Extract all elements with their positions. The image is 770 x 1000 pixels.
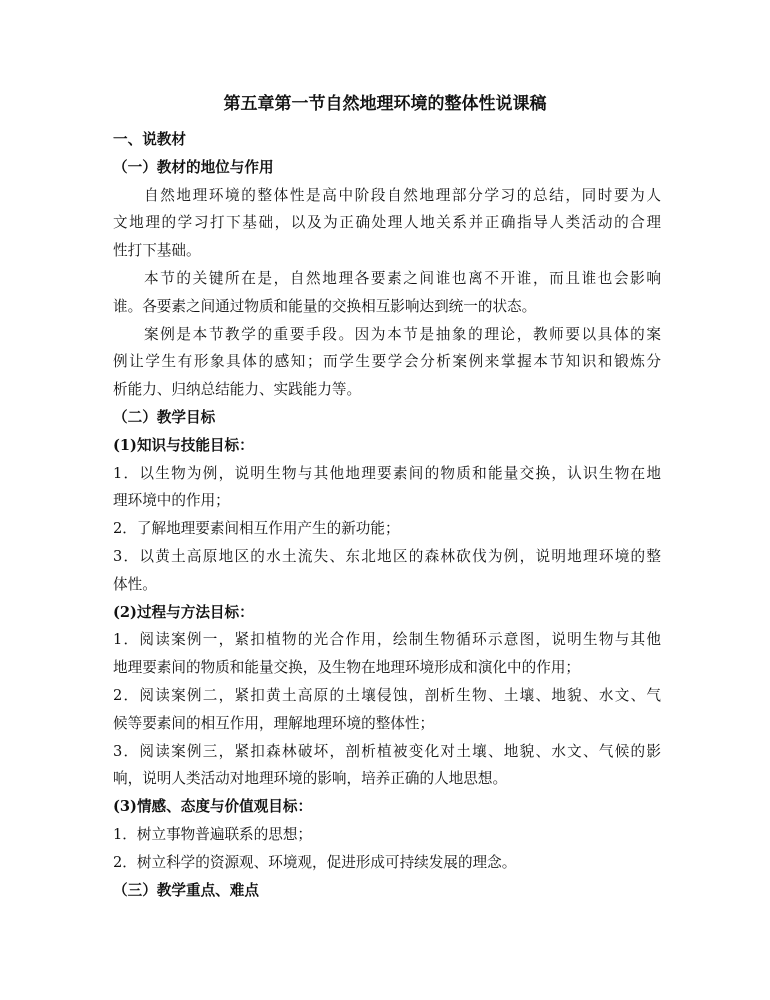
list-item-line: 体性。 [113,575,157,593]
list-item-line: 理环境中的作用； [113,492,230,510]
list-item-line: 候等要素间的相互作用，理解地理环境的整体性； [113,714,435,732]
paragraph-line: 性打下基础。 [113,242,201,260]
list-item-line: 1．阅读案例一，紧扣植物的光合作用，绘制生物循环示意图，说明生物与其他 [113,631,661,649]
paragraph-line: 文地理的学习打下基础，以及为正确处理人地关系并正确指导人类活动的合理 [113,214,661,232]
paragraph-line: 自然地理环境的整体性是高中阶段自然地理部分学习的总结，同时要为人 [144,186,661,204]
page-title: 第五章第一节自然地理环境的整体性说课稿 [223,94,547,114]
list-item-line: 2．树立科学的资源观、环境观，促进形成可持续发展的理念。 [113,853,517,871]
section-heading-1: 一、说教材 [113,131,186,148]
paragraph-line: 本节的关键所在是，自然地理各要素之间谁也离不开谁，而且谁也会影响 [144,269,661,287]
paragraph-line: 析能力、归纳总结能力、实践能力等。 [113,381,362,399]
goal-heading-2: (2)过程与方法目标： [113,603,254,621]
list-item-line: 3．阅读案例三，紧扣森林破坏，剖析植被变化对土壤、地貌、水文、气候的影 [113,742,661,760]
list-item-line: 地理要素间的物质和能量交换，及生物在地理环境形成和演化中的作用； [113,659,581,677]
list-item-line: 响，说明人类活动对地理环境的影响，培养正确的人地思想。 [113,770,508,788]
list-item-line: 2．了解地理要素间相互作用产生的新功能； [113,520,400,538]
goal-heading-1: (1)知识与技能目标： [113,436,254,454]
subsection-heading-2: （二）教学目标 [113,408,216,426]
paragraph-line: 案例是本节教学的重要手段。因为本节是抽象的理论，教师要以具体的案 [144,325,661,343]
document-body [113,126,661,904]
list-item-line: 1．以生物为例，说明生物与其他地理要素间的物质和能量交换，认识生物在地 [113,464,661,482]
list-item-line: 3．以黄土高原地区的水土流失、东北地区的森林砍伐为例，说明地理环境的整 [113,547,661,565]
paragraph-line: 例让学生有形象具体的感知；而学生要学会分析案例来掌握本节知识和锻炼分 [113,353,661,371]
goal-heading-3: (3)情感、态度与价值观目标： [113,798,313,816]
list-item-line: 2．阅读案例二，紧扣黄土高原的土壤侵蚀，剖析生物、土壤、地貌、水文、气 [113,686,661,704]
subsection-heading-3: （三）教学重点、难点 [113,881,259,899]
paragraph-line: 谁。各要素之间通过物质和能量的交换相互影响达到统一的状态。 [113,297,537,315]
subsection-heading-1: （一）教材的地位与作用 [113,158,274,176]
list-item-line: 1．树立事物普遍联系的思想； [113,825,313,843]
